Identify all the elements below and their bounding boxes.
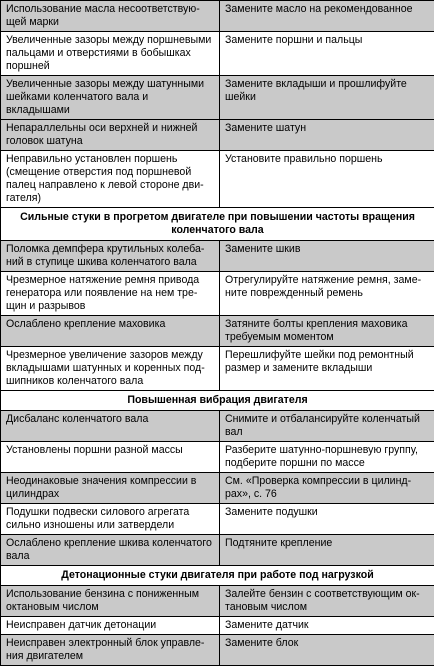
table-body: [1, 1, 434, 666]
remedy-cell: Замените поршни и пальцы: [220, 32, 434, 76]
remedy-cell: Затяните болты крепления маховика требуемым моментом: [220, 316, 434, 347]
cause-cell: Увеличенные зазоры между шатунными шейками коленчатого вала и вкладышами: [1, 76, 220, 120]
remedy-cell: Замените масло на рекомендованное: [220, 1, 434, 32]
table-row: [1, 1, 434, 32]
cause-cell: Установлены поршни разной массы: [1, 442, 220, 473]
table-row: [1, 586, 434, 617]
remedy-cell: Залейте бензин с соответствующим октановым числом: [220, 586, 434, 617]
remedy-cell: Разберите шатунно-поршневую группу, подберите поршни по массе: [220, 442, 434, 473]
cause-cell: Использование масла несоответствующей марки: [1, 1, 220, 32]
cause-cell: Неисправен датчик детонации: [1, 617, 220, 635]
section-header-row: [1, 208, 434, 241]
table-row: [1, 32, 434, 76]
section-title: Детонационные стуки двигателя при работе под нагрузкой: [1, 566, 434, 586]
cause-cell: Увеличенные зазоры между поршневыми пальцами и отверстиями в бобышках поршней: [1, 32, 220, 76]
remedy-cell: Установите правильно поршень: [220, 151, 434, 208]
cause-cell: Чрезмерное увеличение зазоров между вкладышами шатунных и коренных подшипников коленчатого вала: [1, 347, 220, 391]
section-title: Повышенная вибрация двигателя: [1, 391, 434, 411]
table-row: [1, 272, 434, 316]
cause-cell: Ослаблено крепление шкива коленчатого вала: [1, 535, 220, 566]
remedy-cell: Замените шатун: [220, 120, 434, 151]
table-row: [1, 151, 434, 208]
table-row: [1, 535, 434, 566]
cause-cell: Использование бензина с пониженным октановым числом: [1, 586, 220, 617]
table-row: [1, 347, 434, 391]
remedy-cell: Отрегулируйте натяжение ремня, замените поврежденный ремень: [220, 272, 434, 316]
section-title: Сильные стуки в прогретом двигателе при повышении частоты вращения коленчатого вала: [1, 208, 434, 241]
table-row: [1, 241, 434, 272]
cause-cell: Неисправен электронный блок управления двигателем: [1, 635, 220, 666]
cause-cell: Ослаблено крепление маховика: [1, 316, 220, 347]
cause-cell: Неодинаковые значения компрессии в цилиндрах: [1, 473, 220, 504]
section-header-row: [1, 391, 434, 411]
table-row: [1, 411, 434, 442]
remedy-cell: Замените датчик: [220, 617, 434, 635]
section-header-row: [1, 566, 434, 586]
cause-cell: Подушки подвески силового агрегата сильно изношены или затвердели: [1, 504, 220, 535]
cause-cell: Поломка демпфера крутильных колебаний в ступице шкива коленчатого вала: [1, 241, 220, 272]
cause-cell: Непараллельны оси верхней и нижней головок шатуна: [1, 120, 220, 151]
table-row: [1, 316, 434, 347]
remedy-cell: См. «Проверка компрессии в цилиндрах», с. 76: [220, 473, 434, 504]
remedy-cell: Замените шкив: [220, 241, 434, 272]
table-row: [1, 617, 434, 635]
remedy-cell: Подтяните крепление: [220, 535, 434, 566]
remedy-cell: Замените вкладыши и прошлифуйте шейки: [220, 76, 434, 120]
cause-cell: Чрезмерное натяжение ремня привода генератора или появление на нем трещин и разрывов: [1, 272, 220, 316]
remedy-cell: Снимите и отбалансируйте коленчатый вал: [220, 411, 434, 442]
cause-cell: Дисбаланс коленчатого вала: [1, 411, 220, 442]
remedy-cell: Замените подушки: [220, 504, 434, 535]
table-row: [1, 76, 434, 120]
remedy-cell: Замените блок: [220, 635, 434, 666]
table-row: [1, 473, 434, 504]
cause-cell: Неправильно установлен поршень (смещение отверстия под поршневой палец направлено к левой стороне двигателя): [1, 151, 220, 208]
table-row: [1, 635, 434, 666]
remedy-cell: Перешлифуйте шейки под ремонтный размер и замените вкладыши: [220, 347, 434, 391]
table-row: [1, 442, 434, 473]
table-row: [1, 504, 434, 535]
table-row: [1, 120, 434, 151]
